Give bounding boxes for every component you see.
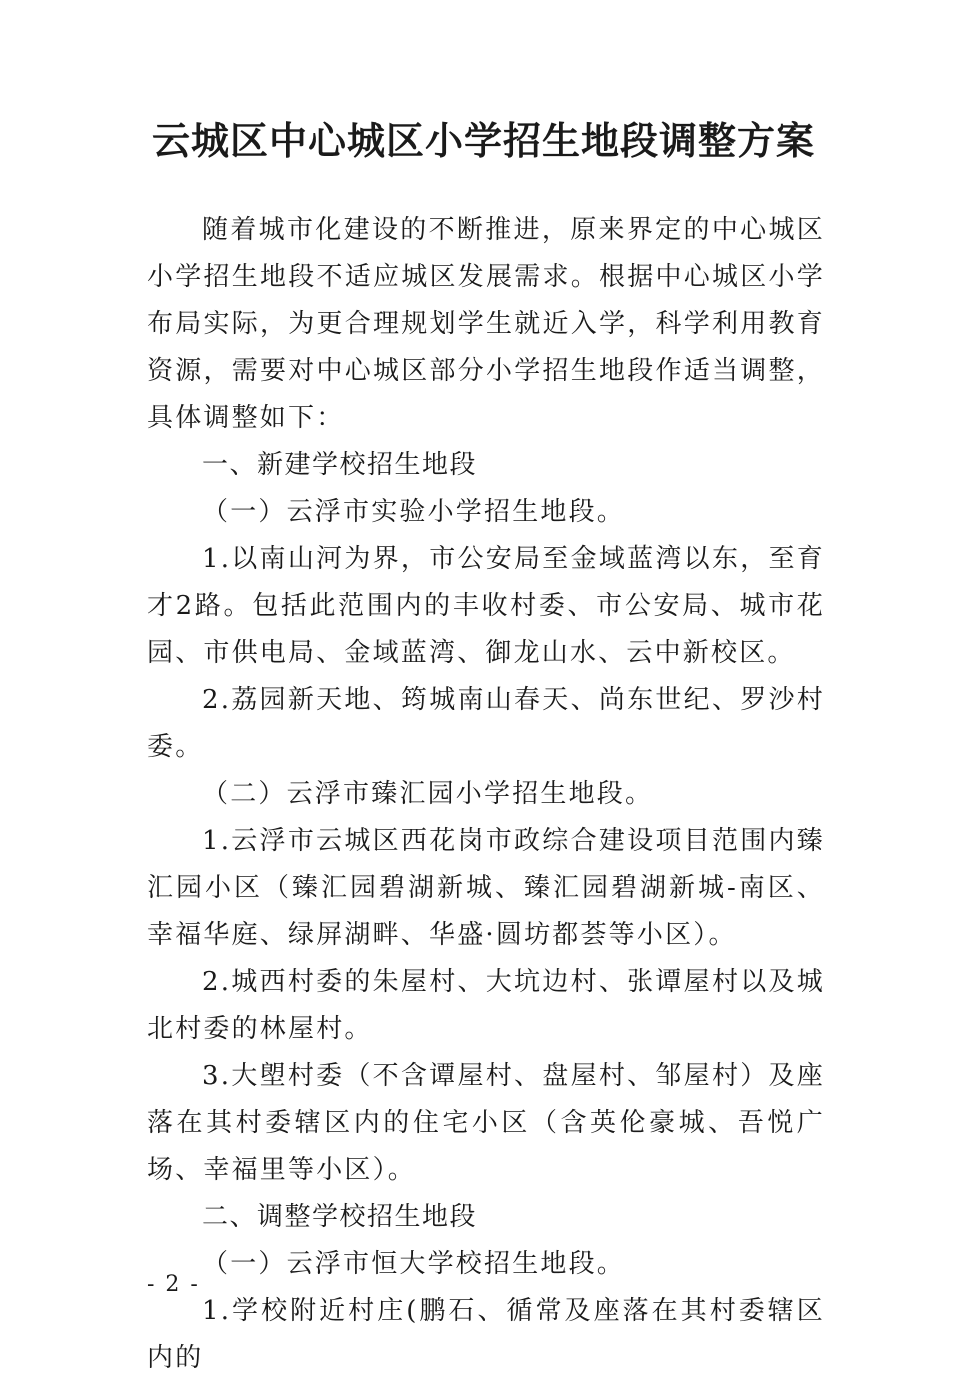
list-item-paragraph: 2.城西村委的朱屋村、大坑边村、张谭屋村以及城北村委的林屋村。 xyxy=(147,967,825,1044)
list-item-paragraph: 1.以南山河为界，市公安局至金域蓝湾以东，至育才2路。包括此范围内的丰收村委、市公安局、城市花园、市供电局、金域蓝湾、御龙山水、云中新校区。 xyxy=(147,544,825,668)
document-body xyxy=(147,207,825,1382)
subsection-heading: （一）云浮市实验小学招生地段。 xyxy=(202,497,626,527)
subsection-heading: （二）云浮市臻汇园小学招生地段。 xyxy=(202,779,654,809)
list-item-paragraph: 1.云浮市云城区西花岗市政综合建设项目范围内臻汇园小区（臻汇园碧湖新城、臻汇园碧湖新城-南区、幸福华庭、绿屏湖畔、华盛·圆坊都荟等小区）。 xyxy=(147,826,825,950)
list-item-paragraph: 1.学校附近村庄(鹏石、循常及座落在其村委辖区内的 xyxy=(147,1296,825,1373)
section-heading-2: 二、调整学校招生地段 xyxy=(202,1202,478,1232)
subsection-heading: （一）云浮市恒大学校招生地段。 xyxy=(202,1249,626,1279)
section-heading-1: 一、新建学校招生地段 xyxy=(202,450,478,480)
document-title: 云城区中心城区小学招生地段调整方案 xyxy=(151,118,815,163)
intro-paragraph: 随着城市化建设的不断推进，原来界定的中心城区小学招生地段不适应城区发展需求。根据中心城区小学布局实际，为更合理规划学生就近入学，科学利用教育资源，需要对中心城区部分小学招生地段作适当调整，具体调整如下： xyxy=(147,215,825,433)
page-number: - 2 - xyxy=(147,1272,200,1297)
list-item-paragraph: 3.大塱村委（不含谭屋村、盘屋村、邹屋村）及座落在其村委辖区内的住宅小区（含英伦豪城、吾悦广场、幸福里等小区）。 xyxy=(147,1061,825,1185)
list-item-paragraph: 2.荔园新天地、筠城南山春天、尚东世纪、罗沙村委。 xyxy=(147,685,825,762)
